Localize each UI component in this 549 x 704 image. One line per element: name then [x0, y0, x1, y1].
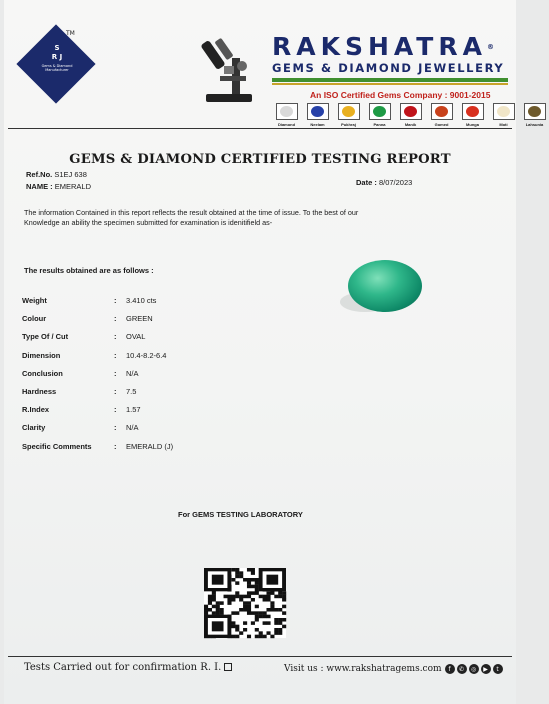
- spec-colon: :: [114, 350, 117, 360]
- gem-label: Pukhraj: [341, 122, 356, 127]
- brand-block: [272, 34, 516, 100]
- gem-swatch-icon: [524, 103, 546, 120]
- info-paragraph: The information Contained in this report reflects the result obtained at the time of issue. To the best of our Knowledge an ability the specimen submitted for examination is idenitifield as-: [24, 208, 359, 227]
- footer-right: [284, 664, 503, 674]
- spec-value: 1.57: [126, 405, 141, 415]
- whatsapp-icon[interactable]: ✆: [457, 664, 467, 674]
- trademark: TM: [66, 30, 75, 37]
- spec-value: EMERALD (J): [126, 441, 174, 451]
- spec-label: Colour: [22, 314, 47, 324]
- gem-color-dot: [466, 106, 479, 117]
- twitter-icon[interactable]: t: [493, 664, 503, 674]
- spec-label: R.Index: [22, 405, 50, 415]
- gem-label: Moti: [499, 122, 508, 127]
- emerald-stone-image: [348, 260, 422, 312]
- report-date: Date : 8/07/2023: [356, 178, 413, 187]
- spec-value: GREEN: [126, 314, 153, 324]
- spec-label: Type Of / Cut: [22, 332, 69, 342]
- brand-bar-green: [272, 78, 508, 82]
- ref-number: Ref.No. S1EJ 638: [26, 170, 87, 179]
- certificate-sheet: [4, 0, 544, 704]
- gem-item-panna: [365, 103, 394, 127]
- gem-color-dot: [528, 106, 541, 117]
- gem-item-lahsunia: [520, 103, 549, 127]
- logo-tagline: Gems & Diamond Manufacturer: [41, 64, 73, 72]
- gem-color-dot: [404, 106, 417, 117]
- qr-code: [204, 568, 286, 638]
- brand-subtitle: GEMS & DIAMOND JEWELLERY: [272, 61, 505, 75]
- gem-color-dot: [311, 106, 324, 117]
- gem-label: Neelam: [310, 122, 325, 127]
- facebook-icon[interactable]: f: [445, 664, 455, 674]
- gem-item-manik: [396, 103, 425, 127]
- spec-label: Conclusion: [22, 368, 63, 378]
- spec-colon: :: [114, 314, 117, 324]
- spec-value: 7.5: [126, 386, 137, 396]
- gem-item-diamond: [272, 103, 301, 127]
- spec-value: N/A: [126, 368, 139, 378]
- lab-signature-line: For GEMS TESTING LABORATORY: [178, 510, 303, 519]
- spec-label: Weight: [22, 296, 47, 305]
- spec-label: Dimension: [22, 350, 61, 360]
- iso-certification: An ISO Certified Gems Company : 9001-2015: [310, 90, 491, 100]
- spec-value: 10.4-8.2-6.4: [126, 350, 167, 360]
- gem-item-neelam: [303, 103, 332, 127]
- logo-letter-top: S: [54, 44, 60, 52]
- gem-swatch-icon: [400, 103, 422, 120]
- gem-swatch-icon: [307, 103, 329, 120]
- checkbox-icon: [224, 663, 232, 671]
- report-title: GEMS & DIAMOND CERTIFIED TESTING REPORT: [69, 152, 451, 167]
- gem-label: Manik: [404, 122, 417, 127]
- specimen-name: NAME : EMERALD: [26, 182, 92, 191]
- brand-name: RAKSHATRA®: [272, 32, 499, 61]
- gem-color-dot: [342, 106, 355, 117]
- spec-colon: :: [114, 441, 117, 451]
- header-divider: [8, 128, 512, 129]
- instagram-icon[interactable]: ◎: [469, 664, 479, 674]
- microscope-icon: [202, 36, 258, 104]
- gem-label: Diamond: [277, 122, 296, 127]
- logo-letters-bottom: R J: [51, 53, 63, 61]
- gem-label: Gomed: [434, 122, 449, 127]
- spec-colon: :: [114, 423, 117, 433]
- spec-colon: :: [114, 296, 117, 305]
- gem-swatch-icon: [369, 103, 391, 120]
- brand-bar-gold: [272, 83, 508, 85]
- gem-swatch-icon: [493, 103, 515, 120]
- gem-label: Lahsunia: [525, 122, 544, 127]
- youtube-icon[interactable]: ▶: [481, 664, 491, 674]
- footer-divider: [8, 656, 512, 657]
- gem-item-moti: [489, 103, 518, 127]
- spec-value: OVAL: [126, 332, 146, 342]
- gem-color-dot: [497, 106, 510, 117]
- gem-color-dot: [373, 106, 386, 117]
- registered-mark: ®: [486, 43, 499, 51]
- gem-swatch-icon: [276, 103, 298, 120]
- gem-swatch-icon: [462, 103, 484, 120]
- gem-swatch-icon: [431, 103, 453, 120]
- gem-color-dot: [435, 106, 448, 117]
- spec-label: Clarity: [22, 423, 46, 433]
- gem-item-munga: [458, 103, 487, 127]
- spec-colon: :: [114, 405, 117, 415]
- gem-item-gomed: [427, 103, 456, 127]
- social-icons: [445, 664, 503, 674]
- footer-left: Tests Carried out for confirmation R. I.: [24, 662, 232, 673]
- spec-value: N/A: [126, 423, 139, 433]
- gem-label: Panna: [373, 122, 386, 127]
- spec-colon: :: [114, 368, 117, 378]
- gem-color-dot: [280, 106, 293, 117]
- spec-label: Hardness: [22, 386, 57, 396]
- gem-swatch-icon: [338, 103, 360, 120]
- results-heading: The results obtained are as follows :: [24, 266, 154, 275]
- spec-value: 3.410 cts: [126, 296, 157, 305]
- spec-label: Specific Comments: [22, 441, 92, 451]
- website-link[interactable]: Visit us : www.rakshatragems.com: [284, 664, 442, 674]
- spec-colon: :: [114, 332, 117, 342]
- spec-colon: :: [114, 386, 117, 396]
- gem-label: Munga: [466, 122, 479, 127]
- gem-icons-row: [272, 103, 549, 127]
- gem-item-pukhraj: [334, 103, 363, 127]
- logo-monogram: [38, 44, 76, 84]
